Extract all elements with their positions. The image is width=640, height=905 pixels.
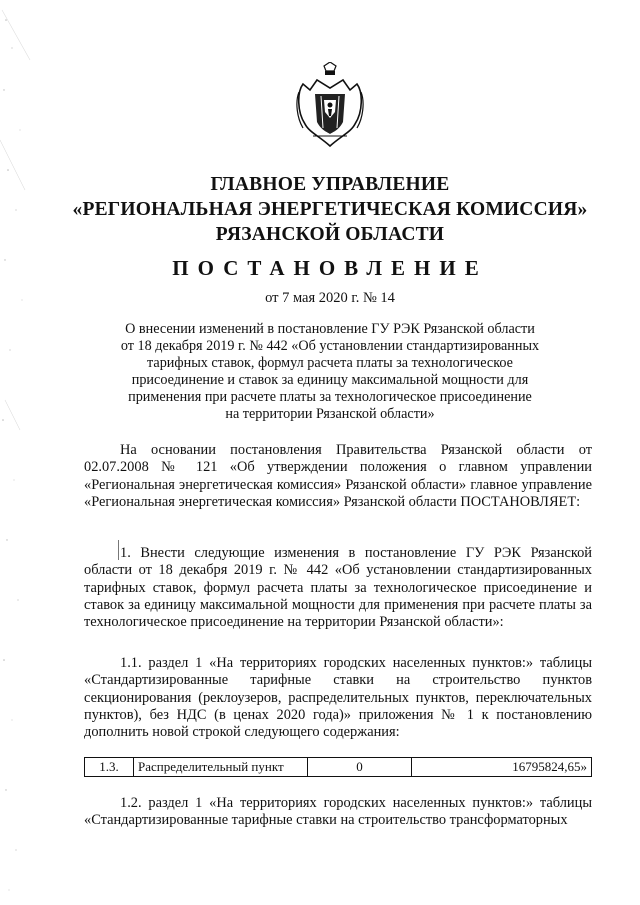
document-type-title: ПОСТАНОВЛЕНИЕ (172, 256, 488, 280)
coat-of-arms-emblem (295, 62, 365, 150)
item-1-2-text: 1.2. раздел 1 «На территориях городских населенных пунктов:» таблицы «Стандартизированные тарифные ставки на строительство трансформаторных (84, 795, 592, 829)
row-name-cell: Распределительный пункт (134, 758, 308, 777)
subject-line: О внесении изменений в постановление ГУ РЭК Рязанской области (125, 321, 535, 337)
subject-line: присоединение и ставок за единицу максимальной мощности для (131, 372, 529, 388)
item-1-2-paragraph (84, 795, 592, 830)
org-name-line-1: ГЛАВНОЕ УПРАВЛЕНИЕ (210, 174, 450, 195)
subject-line: на территории Рязанской области» (225, 406, 435, 422)
row-value-1-cell: 0 (308, 758, 412, 777)
subject-line: тарифных ставок, формул расчета платы за технологическое (147, 355, 513, 371)
item-1-1-text: 1.1. раздел 1 «На территориях городских населенных пунктов:» таблицы «Стандартизированные тарифные ставки на строительство пунктов секционирования (реклоузеров, распределительных пунктов, переключательных пунктов), без НДС (в ценах 2020 года)» приложения № 1 к постановлению дополнить новой строкой следующего содержания: (84, 655, 592, 741)
subject-line: от 18 декабря 2019 г. № 442 «Об установлении стандартизированных (120, 338, 540, 354)
subject-block (60, 321, 600, 423)
item-1-1-paragraph (84, 655, 592, 741)
table-row (85, 758, 592, 777)
preamble-text: На основании постановления Правительства Рязанской области от 02.07.2008 № 121 «Об утверждении положения о главном управлении «Региональная энергетическая комиссия» Рязанской области» главное управление «Региональная энергетическая комиссия» Рязанской области ПОСТАНОВЛЯЕТ: (84, 442, 592, 510)
row-value-2-cell: 16795824,65» (412, 758, 592, 777)
org-name-line-2: «РЕГИОНАЛЬНАЯ ЭНЕРГЕТИЧЕСКАЯ КОМИССИЯ» (72, 199, 588, 220)
item-1-text: 1. Внести следующие изменения в постановление ГУ РЭК Рязанской области от 18 декабря 2019 г. № 442 «Об установлении стандартизированных тарифных ставок, формул расчета платы за технологическое присоединение и ставок за единицу максимальной мощности для применения при расчете платы за технологическое присоединение на территории Рязанской области»: (84, 545, 592, 631)
item-1-paragraph (84, 545, 592, 631)
subject-line: применения при расчете платы за технологическое присоединение (128, 389, 532, 405)
preamble-paragraph (84, 442, 592, 511)
scan-edge-noise (0, 0, 55, 905)
row-number-cell: 1.3. (85, 758, 134, 777)
org-name-line-3: РЯЗАНСКОЙ ОБЛАСТИ (215, 224, 445, 245)
inserted-row-table (84, 757, 592, 777)
date-and-number: от 7 мая 2020 г. № 14 (265, 290, 395, 306)
